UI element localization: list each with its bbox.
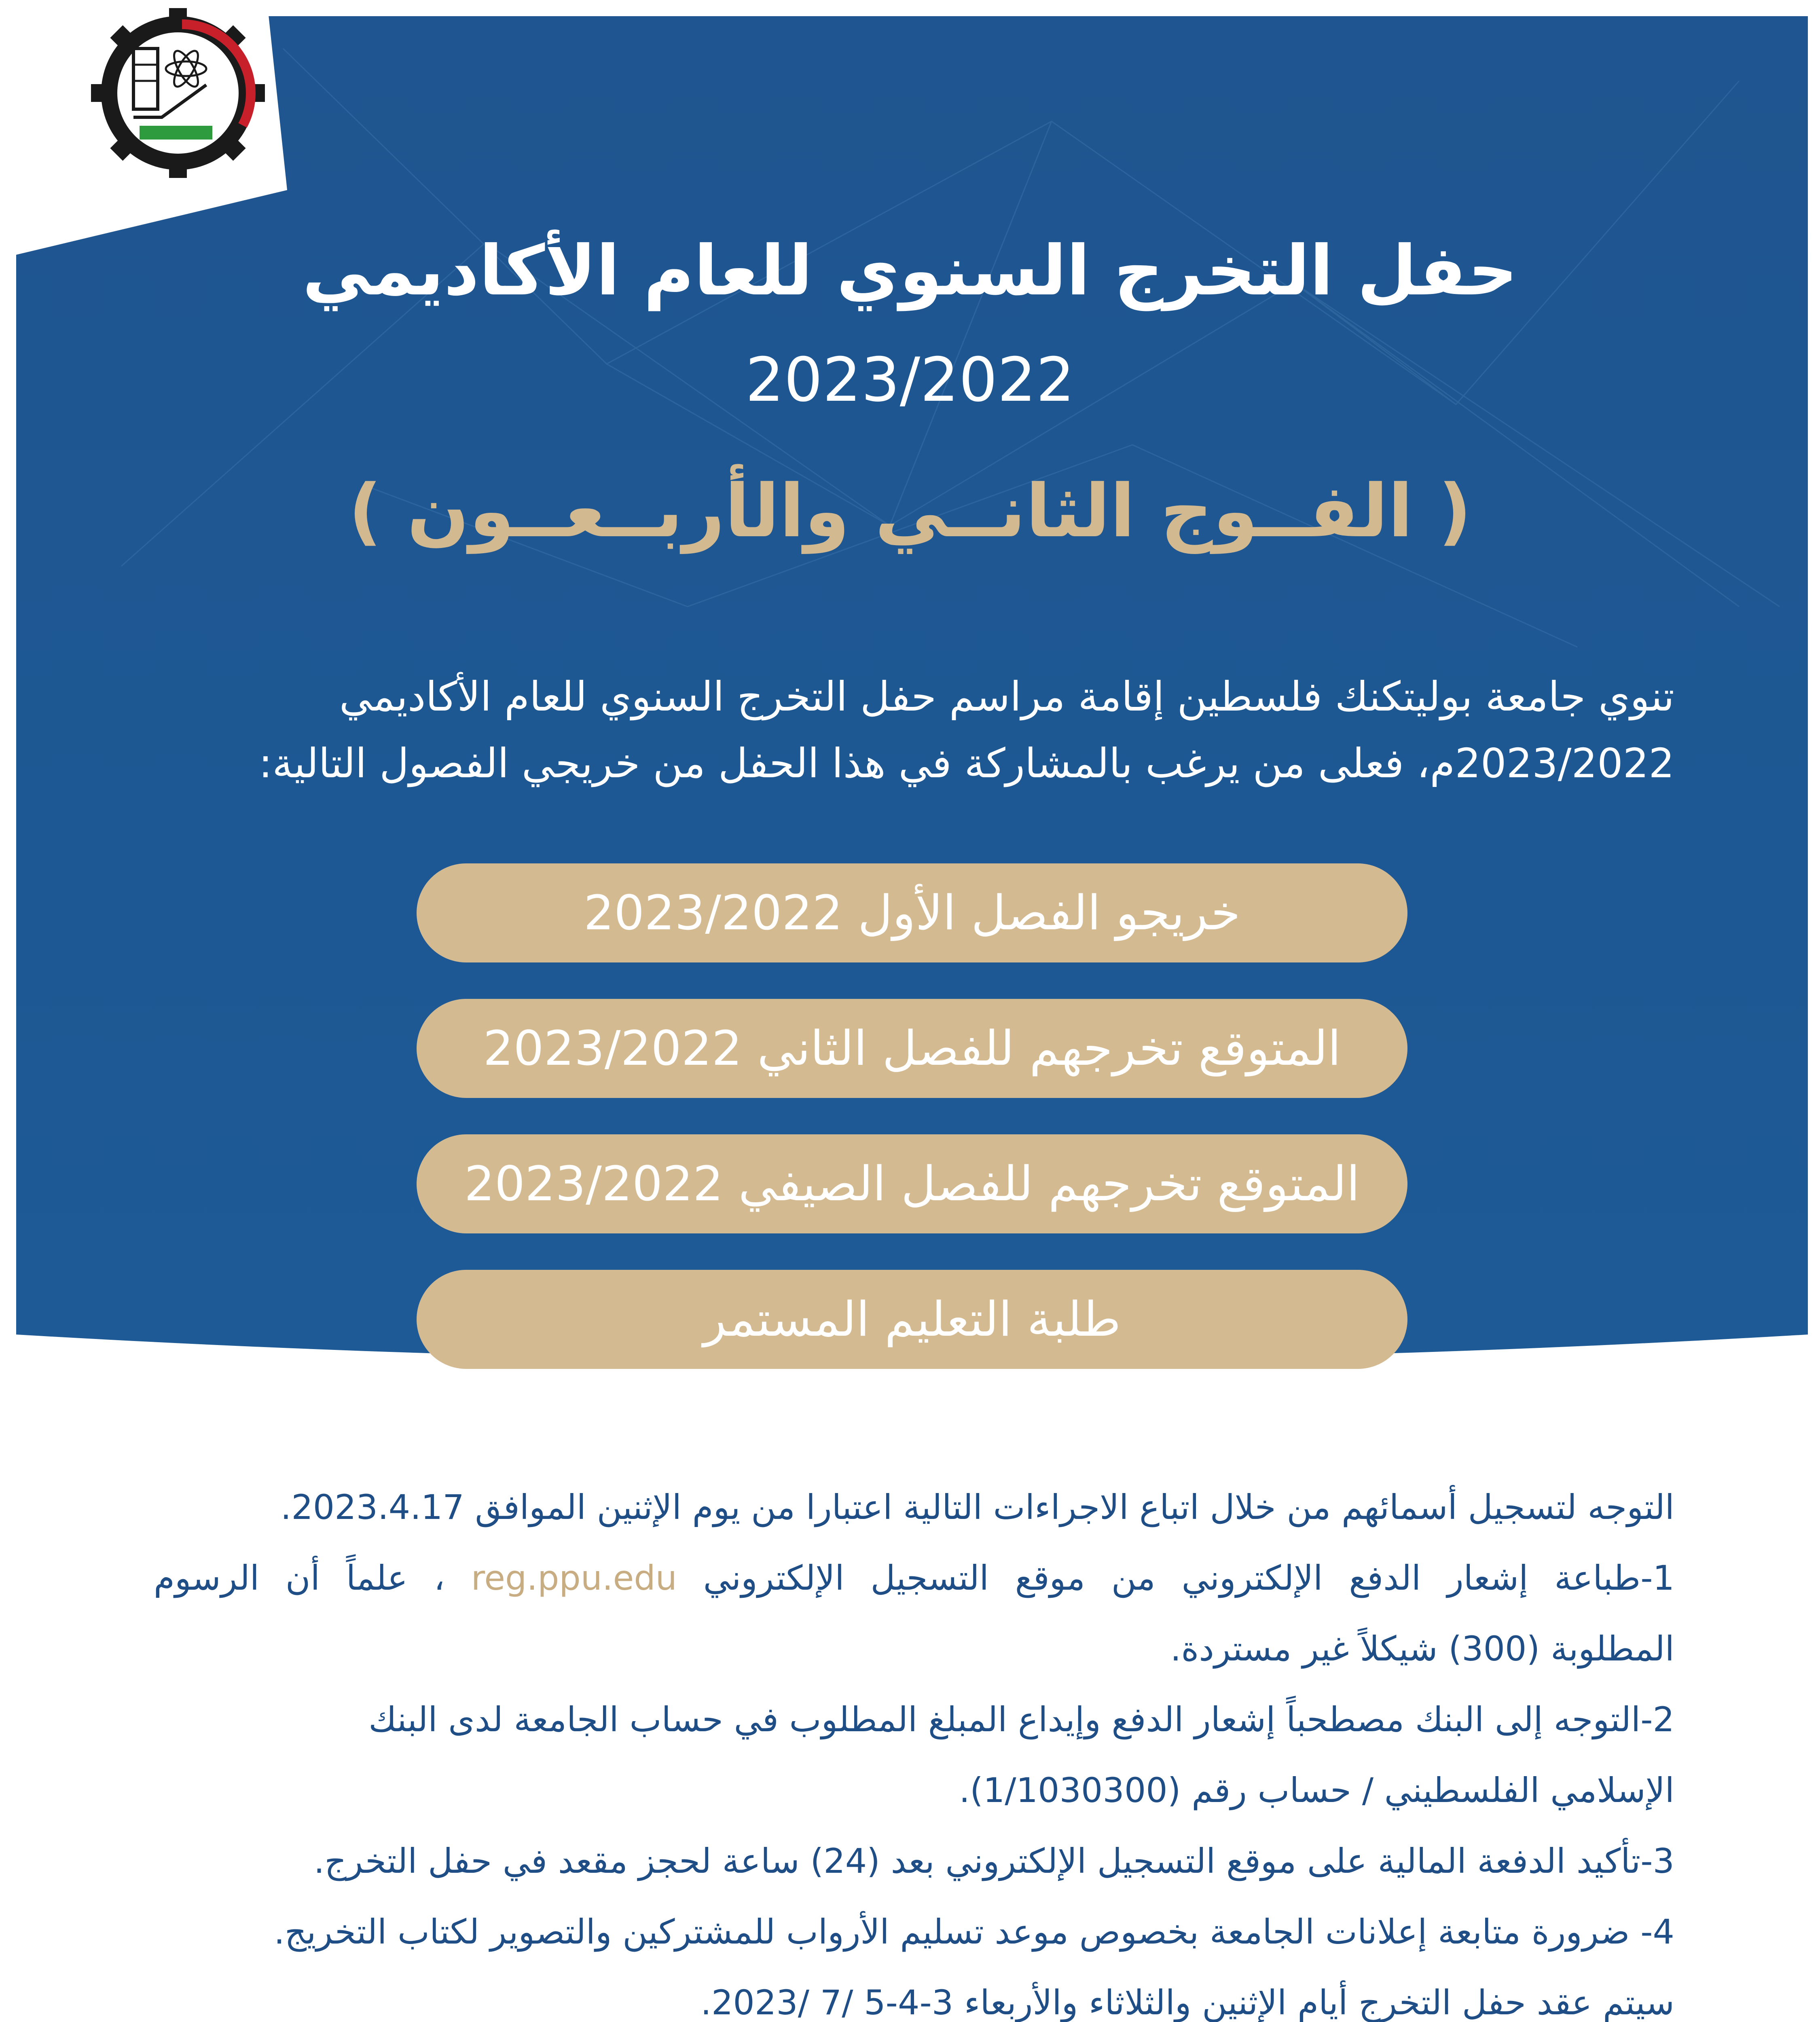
university-logo bbox=[49, 8, 299, 178]
step-2-line-2: الإسلامي الفلسطيني / حساب رقم (1/1030300). bbox=[959, 1770, 1674, 1810]
registration-link[interactable]: reg.ppu.edu bbox=[471, 1558, 677, 1598]
category-pill-second-semester: المتوقع تخرجهم للفصل الثاني 2023/2022 bbox=[417, 999, 1407, 1098]
ceremony-date-line: سيتم عقد حفل التخرج أيام الإثنين والثلاثاء والأربعاء 3-4-5 /7 /2023. bbox=[700, 1983, 1674, 2022]
step-1-text: 1-طباعة إشعار الدفع الإلكتروني من موقع التسجيل الإلكتروني bbox=[703, 1558, 1675, 1598]
steps-lead: التوجه لتسجيل أسمائهم من خلال اتباع الاجراءات التالية اعتبارا من يوم الإثنين الموافق 2023.4.17. bbox=[280, 1487, 1674, 1527]
step-2-line: 2-التوجه إلى البنك مصطحباً إشعار الدفع وإيداع المبلغ المطلوب في حساب الجامعة لدى البنك bbox=[368, 1700, 1674, 1739]
step-1-text-cont: ، علماً أن الرسوم bbox=[154, 1558, 445, 1598]
university-gear-logo-icon bbox=[49, 8, 299, 178]
academic-year: 2023/2022 bbox=[745, 345, 1075, 415]
step-1-line bbox=[154, 1543, 1674, 1614]
intro-line: 2023/2022م، فعلى من يرغب بالمشاركة في هذا الحفل من خريجي الفصول التالية: bbox=[258, 740, 1674, 787]
page-title: حفل التخرج السنوي للعام الأكاديمي bbox=[302, 231, 1518, 311]
category-pill-first-semester: خريجو الفصل الأول 2023/2022 bbox=[417, 863, 1407, 962]
category-pill-continuing-education: طلبة التعليم المستمر bbox=[417, 1270, 1407, 1369]
intro-paragraph bbox=[154, 663, 1674, 801]
intro-line: تنوي جامعة بوليتكنك فلسطين إقامة مراسم حفل التخرج السنوي للعام الأكاديمي bbox=[339, 673, 1674, 720]
category-pill-summer-semester: المتوقع تخرجهم للفصل الصيفي 2023/2022 bbox=[417, 1134, 1407, 1233]
step-4-line: 4- ضرورة متابعة إعلانات الجامعة بخصوص موعد تسليم الأرواب للمشتركين والتصوير لكتاب التخريج. bbox=[274, 1912, 1674, 1952]
cohort-label: ( الفــوج الثانــي والأربــعــون ) bbox=[348, 469, 1472, 554]
step-1-line-2: المطلوبة (300) شيكلاً غير مستردة. bbox=[1170, 1629, 1674, 1669]
registration-steps bbox=[154, 1472, 1674, 2022]
step-3-line: 3-تأكيد الدفعة المالية على موقع التسجيل الإلكتروني بعد (24) ساعة لحجز مقعد في حفل التخرج. bbox=[313, 1841, 1674, 1881]
